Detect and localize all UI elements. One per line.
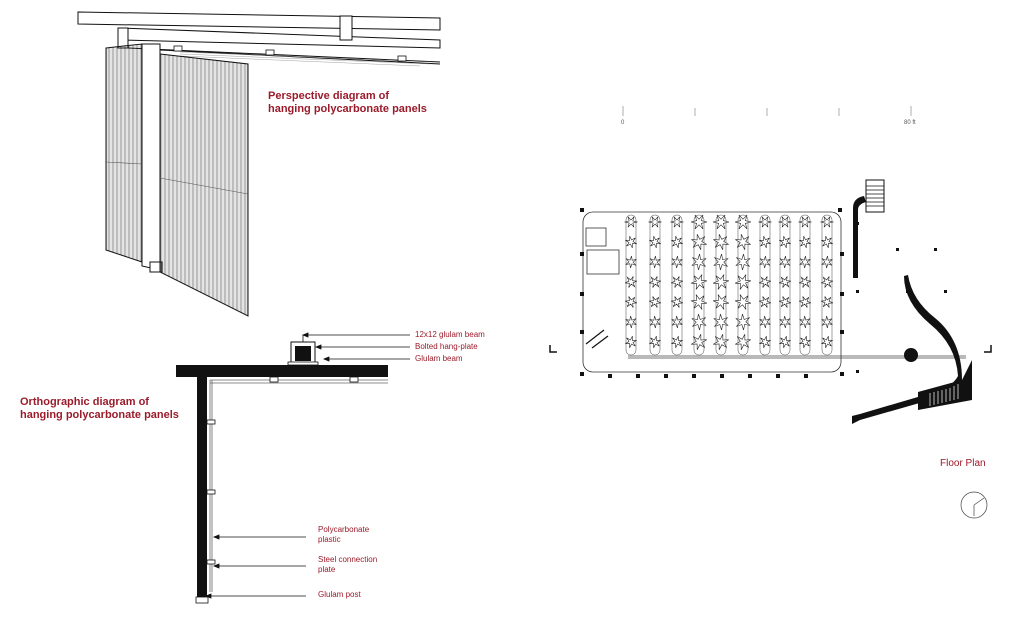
plant-symbol — [735, 234, 750, 250]
plant-symbol — [713, 334, 728, 350]
plant-symbol — [799, 217, 811, 227]
plant-symbol — [799, 296, 811, 307]
plant-symbol — [649, 336, 660, 348]
plant-symbol — [625, 336, 636, 348]
plant-symbol — [799, 276, 811, 287]
plant-symbol — [821, 296, 833, 307]
plant-symbol — [799, 236, 810, 248]
plant-symbol — [799, 336, 810, 348]
plant-symbol — [713, 215, 729, 229]
scale-end-label: 80 ft — [904, 120, 916, 126]
plant-symbol — [760, 256, 771, 268]
plant-symbol — [649, 236, 660, 248]
plant-symbol — [691, 295, 707, 310]
plant-symbol — [821, 217, 833, 227]
plant-symbol — [735, 275, 751, 290]
plants — [625, 215, 833, 350]
plant-symbol — [625, 276, 637, 287]
plant-symbol — [671, 236, 682, 248]
plant-symbol — [780, 316, 791, 328]
plant-symbol — [779, 236, 790, 248]
plant-symbol — [691, 275, 707, 290]
plant-symbol — [649, 217, 661, 227]
plant-symbol — [671, 276, 683, 287]
plant-symbol — [691, 215, 707, 229]
plant-symbol — [713, 295, 729, 310]
plant-symbol — [626, 316, 637, 328]
plant-symbol — [691, 334, 706, 350]
plant-symbol — [672, 316, 683, 328]
plant-symbol — [759, 276, 771, 287]
callout-glulam-beam: Glulam beam — [415, 354, 463, 363]
plant-symbol — [713, 275, 729, 290]
plant-symbol — [779, 296, 791, 307]
plant-symbol — [759, 296, 771, 307]
plant-symbol — [759, 217, 771, 227]
plant-symbol — [650, 256, 661, 268]
plant-symbol — [821, 276, 833, 287]
plant-symbol — [672, 256, 683, 268]
plant-symbol — [650, 316, 661, 328]
north-arrow-icon — [961, 492, 987, 518]
plant-symbol — [649, 276, 661, 287]
perspective-title: Perspective diagram of hanging polycarbonate panels — [268, 90, 427, 115]
plant-symbol — [780, 256, 791, 268]
plant-symbol — [625, 236, 636, 248]
plant-symbol — [735, 215, 751, 229]
plant-symbol — [821, 236, 832, 248]
plant-symbol — [759, 336, 770, 348]
plant-symbol — [822, 256, 833, 268]
callout-bolted-hang-plate: Bolted hang-plate — [415, 342, 478, 351]
greenhouse-outline — [583, 212, 841, 372]
scale-start-label: 0 — [621, 120, 625, 126]
entry-door — [586, 330, 608, 348]
plant-symbol — [625, 296, 637, 307]
plant-symbol — [800, 316, 811, 328]
north-wall — [853, 180, 884, 278]
plant-symbol — [735, 295, 751, 310]
callout-glulam-post: Glulam post — [318, 590, 361, 599]
orthographic-title: Orthographic diagram of hanging polycarbonate panels — [20, 396, 179, 421]
plant-symbol — [800, 256, 811, 268]
plant-symbol — [649, 296, 661, 307]
callout-polycarbonate-plastic: Polycarbonate plastic — [318, 525, 370, 544]
callout-12x12-glulam-beam: 12x12 glulam beam — [415, 330, 485, 339]
plant-symbol — [779, 336, 790, 348]
plant-symbol — [626, 256, 637, 268]
utility-rooms — [586, 228, 619, 274]
plant-symbol — [691, 234, 706, 250]
plant-symbol — [822, 316, 833, 328]
plant-symbol — [713, 234, 728, 250]
plant-symbol — [779, 276, 791, 287]
plant-symbol — [671, 336, 682, 348]
plant-symbol — [821, 336, 832, 348]
callout-steel-connection-plate: Steel connection plate — [318, 555, 378, 574]
floor-plan-label: Floor Plan — [940, 458, 986, 469]
plant-symbol — [760, 316, 771, 328]
section-marks — [550, 345, 991, 352]
plant-symbol — [671, 296, 683, 307]
plant-symbol — [759, 236, 770, 248]
plant-symbol — [625, 217, 637, 227]
plant-symbol — [671, 217, 683, 227]
scale-bar — [623, 106, 911, 116]
plant-symbol — [779, 217, 791, 227]
plant-symbol — [735, 334, 750, 350]
